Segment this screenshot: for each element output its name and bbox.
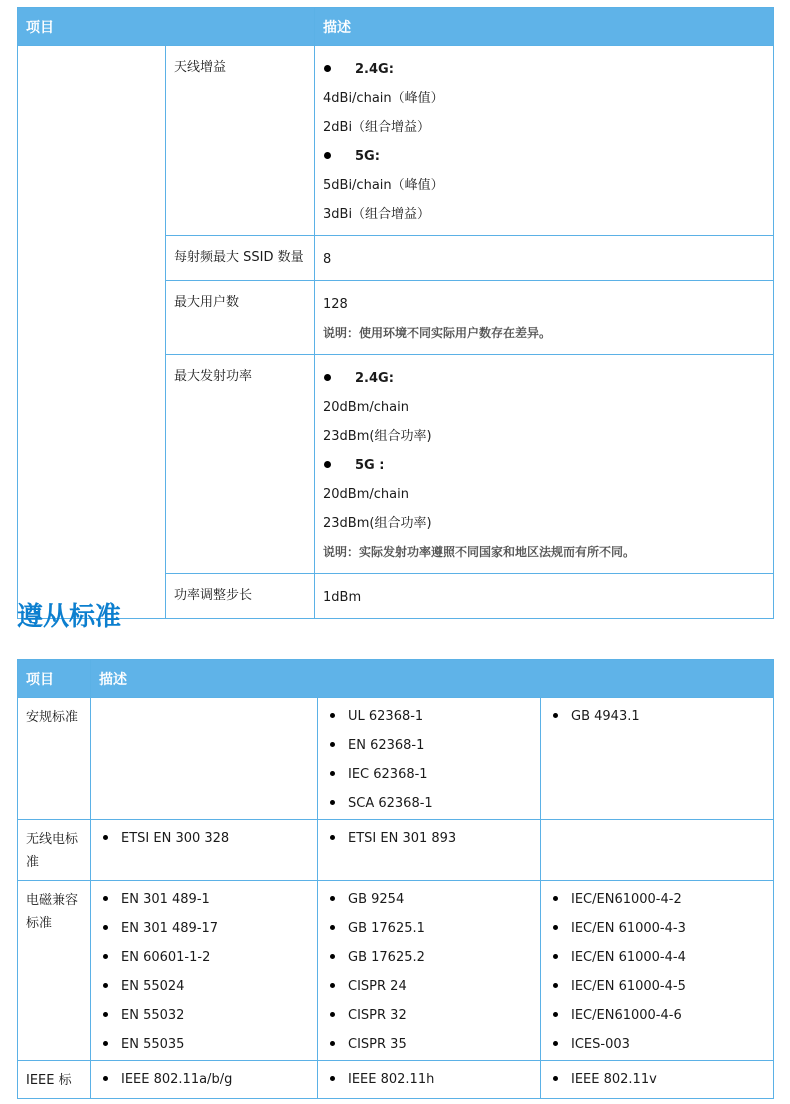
standard-name: IEC/EN 61000-4-4 <box>571 950 686 965</box>
header-description: 描述 <box>91 660 774 698</box>
list-item <box>99 824 309 853</box>
bullet-icon <box>330 954 335 959</box>
standard-name: EN 55032 <box>121 1008 185 1023</box>
standards-cell <box>91 698 318 820</box>
row-label-text: 每射频最大 SSID 数量 <box>174 250 304 265</box>
bullet-icon <box>553 1012 558 1017</box>
bullet-icon <box>103 1012 108 1017</box>
bullet-icon <box>103 835 108 840</box>
standard-name: GB 17625.1 <box>348 921 425 936</box>
table-row <box>18 698 774 820</box>
list-item <box>326 885 532 914</box>
standard-name: IEC/EN61000-4-2 <box>571 892 682 907</box>
row-label-text: 天线增益 <box>174 60 227 75</box>
bullet-heading <box>323 364 765 393</box>
list-item <box>99 1065 309 1094</box>
bullet-heading <box>323 142 765 171</box>
bullet-icon <box>324 65 331 72</box>
bullet-icon <box>330 800 335 805</box>
list-item <box>99 914 309 943</box>
list-item <box>549 1030 765 1059</box>
standard-name: CISPR 35 <box>348 1037 407 1052</box>
list-item <box>549 972 765 1001</box>
standard-name: EN 60601-1-2 <box>121 950 211 965</box>
row-label-text: 电磁兼容标准 <box>26 893 79 931</box>
standard-name: IEC/EN 61000-4-3 <box>571 921 686 936</box>
bullet-icon <box>330 771 335 776</box>
row-label <box>166 574 315 619</box>
bullet-icon <box>553 1076 558 1081</box>
row-label <box>166 236 315 281</box>
header-item: 项目 <box>18 660 91 698</box>
value-text: 2dBi（组合增益） <box>323 120 431 135</box>
standard-name: SCA 62368-1 <box>348 796 433 811</box>
value-text: 3dBi（组合增益） <box>323 207 431 222</box>
standards-cell <box>541 1061 774 1099</box>
row-description <box>315 236 774 281</box>
table-row <box>18 881 774 1061</box>
list-item <box>549 702 765 731</box>
table-header-row <box>18 660 774 698</box>
standard-name: CISPR 24 <box>348 979 407 994</box>
row-label-text: 最大用户数 <box>174 295 240 310</box>
value-text: 8 <box>323 252 332 267</box>
row-label-text: 安规标准 <box>26 710 79 725</box>
table-header-row <box>18 8 774 46</box>
row-label <box>18 881 91 1061</box>
standard-name: IEC/EN61000-4-6 <box>571 1008 682 1023</box>
row-description <box>315 574 774 619</box>
standards-cell <box>91 1061 318 1099</box>
bullet-icon <box>330 896 335 901</box>
spec-table-radio <box>17 7 774 619</box>
list-item <box>326 914 532 943</box>
standard-name: CISPR 32 <box>348 1008 407 1023</box>
row-label <box>166 281 315 355</box>
list-item <box>326 731 532 760</box>
bullet-icon <box>330 1076 335 1081</box>
standard-name: ICES-003 <box>571 1037 630 1052</box>
value-text: 128 <box>323 297 348 312</box>
bullet-heading <box>323 451 765 480</box>
bullet-icon <box>103 925 108 930</box>
bullet-text: 5G : <box>355 458 385 473</box>
list-item <box>326 760 532 789</box>
list-item <box>549 943 765 972</box>
standard-name: GB 17625.2 <box>348 950 425 965</box>
standard-name: ETSI EN 300 328 <box>121 831 230 846</box>
standard-name: IEEE 802.11a/b/g <box>121 1072 233 1087</box>
standard-name: GB 9254 <box>348 892 405 907</box>
standard-name: EN 55035 <box>121 1037 185 1052</box>
value-text: 20dBm/chain <box>323 400 409 415</box>
bullet-icon <box>103 1041 108 1046</box>
standards-cell <box>91 881 318 1061</box>
row-label <box>18 1061 91 1099</box>
standards-cell <box>318 1061 541 1099</box>
standard-name: IEEE 802.11v <box>571 1072 657 1087</box>
bullet-text: 2.4G: <box>355 371 394 386</box>
bullet-icon <box>324 461 331 468</box>
standards-cell <box>541 820 774 881</box>
header-item: 项目 <box>18 8 315 46</box>
standards-cell <box>541 881 774 1061</box>
bullet-icon <box>553 983 558 988</box>
standard-name: EN 301 489-1 <box>121 892 210 907</box>
list-item <box>99 972 309 1001</box>
value-text: 20dBm/chain <box>323 487 409 502</box>
standard-name: IEC 62368-1 <box>348 767 428 782</box>
value-text: 1dBm <box>323 590 362 605</box>
standards-cell <box>318 820 541 881</box>
standard-name: IEEE 802.11h <box>348 1072 435 1087</box>
list-item <box>326 943 532 972</box>
list-item <box>326 824 532 853</box>
bullet-icon <box>324 152 331 159</box>
row-description <box>315 355 774 574</box>
table-row <box>18 1061 774 1099</box>
standard-name: UL 62368-1 <box>348 709 424 724</box>
standard-name: IEC/EN 61000-4-5 <box>571 979 686 994</box>
list-item <box>99 1030 309 1059</box>
section-title: 遵从标准 <box>17 602 122 632</box>
row-description <box>315 281 774 355</box>
row-label <box>18 820 91 881</box>
bullet-icon <box>553 896 558 901</box>
bullet-icon <box>330 983 335 988</box>
value-text: 5dBi/chain（峰值） <box>323 178 444 193</box>
bullet-text: 5G: <box>355 149 380 164</box>
bullet-icon <box>330 713 335 718</box>
bullet-icon <box>553 925 558 930</box>
bullet-icon <box>330 1041 335 1046</box>
list-item <box>549 914 765 943</box>
standard-name: EN 55024 <box>121 979 185 994</box>
table-row <box>18 820 774 881</box>
standards-cell <box>318 698 541 820</box>
bullet-icon <box>330 835 335 840</box>
bullet-icon <box>330 925 335 930</box>
row-label-text: 无线电标准 <box>26 832 79 870</box>
standards-cell <box>541 698 774 820</box>
list-item <box>326 702 532 731</box>
standards-cell <box>91 820 318 881</box>
note-text: 说明：使用环境不同实际用户数存在差异。 <box>323 326 552 340</box>
row-label-text: 功率调整步长 <box>174 588 253 603</box>
bullet-icon <box>330 742 335 747</box>
list-item <box>99 1001 309 1030</box>
bullet-text: 2.4G: <box>355 62 394 77</box>
standard-name: EN 62368-1 <box>348 738 425 753</box>
bullet-icon <box>103 954 108 959</box>
list-item <box>549 1001 765 1030</box>
bullet-icon <box>324 374 331 381</box>
list-item <box>326 1030 532 1059</box>
note-text: 说明：实际发射功率遵照不同国家和地区法规而有所不同。 <box>323 545 636 559</box>
value-text: 4dBi/chain（峰值） <box>323 91 444 106</box>
bullet-icon <box>103 983 108 988</box>
standard-name: EN 301 489-17 <box>121 921 219 936</box>
value-text: 23dBm(组合功率) <box>323 429 432 444</box>
row-label <box>166 46 315 236</box>
bullet-icon <box>553 713 558 718</box>
list-item <box>326 789 532 818</box>
bullet-icon <box>103 1076 108 1081</box>
bullet-icon <box>553 954 558 959</box>
bullet-heading <box>323 55 765 84</box>
bullet-icon <box>103 896 108 901</box>
header-description: 描述 <box>315 8 774 46</box>
compliance-table <box>17 659 774 1099</box>
row-label-text: IEEE 标 <box>26 1073 72 1088</box>
standards-cell <box>318 881 541 1061</box>
bullet-icon <box>553 1041 558 1046</box>
standard-name: ETSI EN 301 893 <box>348 831 457 846</box>
list-item <box>99 885 309 914</box>
table-row <box>18 46 774 236</box>
bullet-icon <box>330 1012 335 1017</box>
standard-name: GB 4943.1 <box>571 709 640 724</box>
list-item <box>326 972 532 1001</box>
value-text: 23dBm(组合功率) <box>323 516 432 531</box>
list-item <box>326 1001 532 1030</box>
row-description <box>315 46 774 236</box>
row-label <box>166 355 315 574</box>
row-label-text: 最大发射功率 <box>174 369 253 384</box>
row-label <box>18 698 91 820</box>
list-item <box>549 885 765 914</box>
list-item <box>326 1065 532 1094</box>
group-cell <box>18 46 166 619</box>
list-item <box>99 943 309 972</box>
list-item <box>549 1065 765 1094</box>
